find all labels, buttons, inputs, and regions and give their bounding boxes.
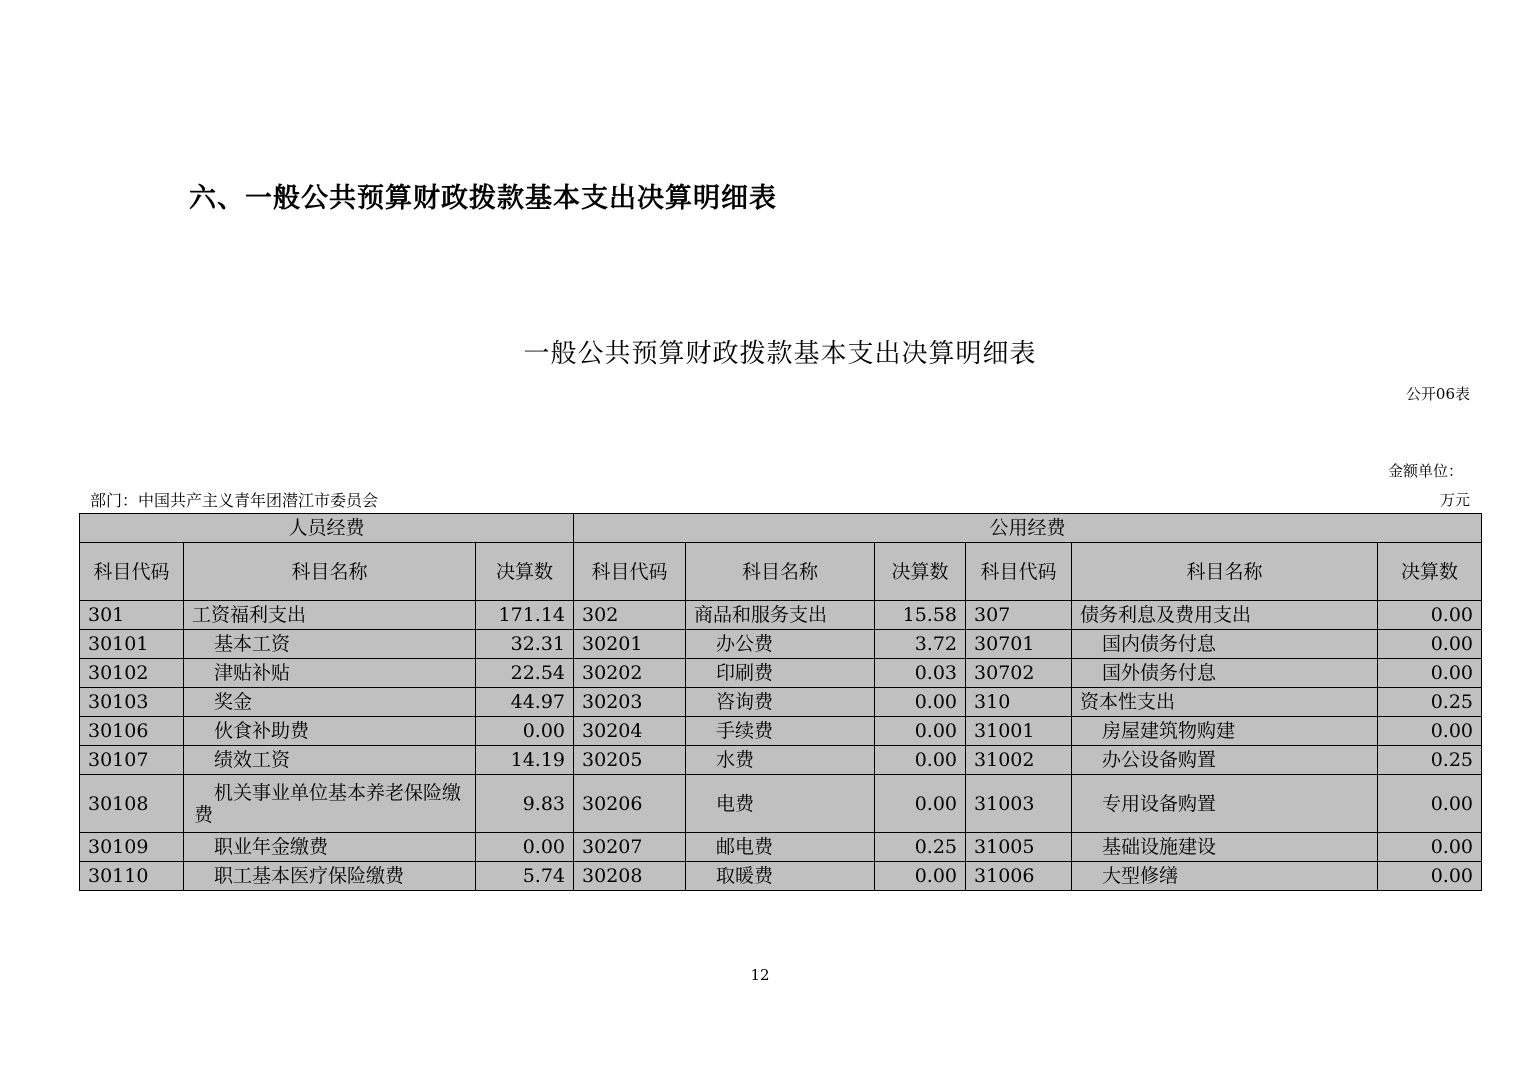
name-cell: 基本工资 [184,630,476,659]
name-cell: 商品和服务支出 [686,601,875,630]
amount-cell: 0.00 [1378,775,1482,833]
code-cell: 31002 [966,746,1072,775]
amount-cell: 0.00 [875,746,966,775]
section-title: 六、一般公共预算财政拨款基本支出决算明细表 [189,183,777,214]
code-cell: 30202 [574,659,686,688]
amount-cell: 14.19 [476,746,574,775]
code-cell: 30109 [80,833,184,862]
name-cell: 邮电费 [686,833,875,862]
amount-cell: 0.00 [875,862,966,891]
name-cell: 办公设备购置 [1072,746,1378,775]
code-cell: 30108 [80,775,184,833]
amount-cell: 15.58 [875,601,966,630]
department-label: 部门：中国共产主义青年团潜江市委员会 [90,491,379,510]
amount-cell: 0.00 [875,775,966,833]
name-cell: 债务利息及费用支出 [1072,601,1378,630]
table-row [80,601,1482,630]
code-cell: 30106 [80,717,184,746]
amount-unit-value: 万元 [1439,491,1470,509]
code-cell: 30206 [574,775,686,833]
header-code: 科目代码 [966,543,1072,601]
code-cell: 30204 [574,717,686,746]
table-row [80,688,1482,717]
code-cell: 310 [966,688,1072,717]
code-cell: 30103 [80,688,184,717]
name-cell: 电费 [686,775,875,833]
amount-cell: 0.25 [1378,688,1482,717]
name-cell: 咨询费 [686,688,875,717]
code-cell: 31006 [966,862,1072,891]
group-public: 公用经费 [574,514,1482,543]
name-cell: 奖金 [184,688,476,717]
name-cell: 专用设备购置 [1072,775,1378,833]
table-row [80,659,1482,688]
amount-cell: 0.00 [1378,659,1482,688]
name-cell: 房屋建筑物购建 [1072,717,1378,746]
amount-cell: 0.00 [476,833,574,862]
amount-cell: 0.00 [476,717,574,746]
name-cell: 大型修缮 [1072,862,1378,891]
name-cell: 职工基本医疗保险缴费 [184,862,476,891]
amount-cell: 0.00 [1378,833,1482,862]
amount-unit-label: 金额单位： [1387,462,1463,480]
column-header-row [80,543,1482,601]
header-amount: 决算数 [476,543,574,601]
amount-cell: 0.00 [875,688,966,717]
amount-cell: 171.14 [476,601,574,630]
code-cell: 302 [574,601,686,630]
code-cell: 307 [966,601,1072,630]
name-cell: 工资福利支出 [184,601,476,630]
group-personnel: 人员经费 [80,514,574,543]
header-amount: 决算数 [1378,543,1482,601]
amount-cell: 0.00 [875,717,966,746]
amount-cell: 44.97 [476,688,574,717]
form-number: 公开06表 [1405,385,1470,403]
amount-cell: 0.00 [1378,717,1482,746]
amount-cell: 22.54 [476,659,574,688]
table-row [80,630,1482,659]
name-cell: 国内债务付息 [1072,630,1378,659]
header-code: 科目代码 [574,543,686,601]
table-title: 一般公共预算财政拨款基本支出决算明细表 [523,339,1037,369]
page-number: 12 [750,966,770,984]
name-cell: 取暖费 [686,862,875,891]
header-name: 科目名称 [1072,543,1378,601]
code-cell: 30205 [574,746,686,775]
amount-cell: 0.00 [1378,630,1482,659]
header-name: 科目名称 [184,543,476,601]
amount-cell: 3.72 [875,630,966,659]
code-cell: 30201 [574,630,686,659]
amount-cell: 9.83 [476,775,574,833]
code-cell: 30208 [574,862,686,891]
code-cell: 30102 [80,659,184,688]
header-amount: 决算数 [875,543,966,601]
code-cell: 30207 [574,833,686,862]
code-cell: 30101 [80,630,184,659]
amount-cell: 0.00 [1378,862,1482,891]
amount-cell: 0.25 [875,833,966,862]
header-code: 科目代码 [80,543,184,601]
amount-cell: 32.31 [476,630,574,659]
table-row [80,717,1482,746]
name-cell: 绩效工资 [184,746,476,775]
name-cell: 手续费 [686,717,875,746]
header-name: 科目名称 [686,543,875,601]
name-cell: 办公费 [686,630,875,659]
code-cell: 31001 [966,717,1072,746]
code-cell: 301 [80,601,184,630]
name-cell: 印刷费 [686,659,875,688]
name-cell: 国外债务付息 [1072,659,1378,688]
name-cell: 资本性支出 [1072,688,1378,717]
name-cell: 水费 [686,746,875,775]
table-row [80,862,1482,891]
amount-cell: 0.03 [875,659,966,688]
code-cell: 30107 [80,746,184,775]
amount-cell: 5.74 [476,862,574,891]
code-cell: 30702 [966,659,1072,688]
name-cell: 职业年金缴费 [184,833,476,862]
table-row [80,775,1482,833]
name-cell: 津贴补贴 [184,659,476,688]
code-cell: 30203 [574,688,686,717]
code-cell: 31003 [966,775,1072,833]
name-cell: 基础设施建设 [1072,833,1378,862]
group-header-row [80,514,1482,543]
amount-cell: 0.00 [1378,601,1482,630]
table-row [80,833,1482,862]
amount-cell: 0.25 [1378,746,1482,775]
code-cell: 30701 [966,630,1072,659]
table-row [80,746,1482,775]
code-cell: 30110 [80,862,184,891]
name-cell: 伙食补助费 [184,717,476,746]
code-cell: 31005 [966,833,1072,862]
name-cell: 机关事业单位基本养老保险缴费 [184,775,476,833]
expenditure-table [79,513,1482,891]
